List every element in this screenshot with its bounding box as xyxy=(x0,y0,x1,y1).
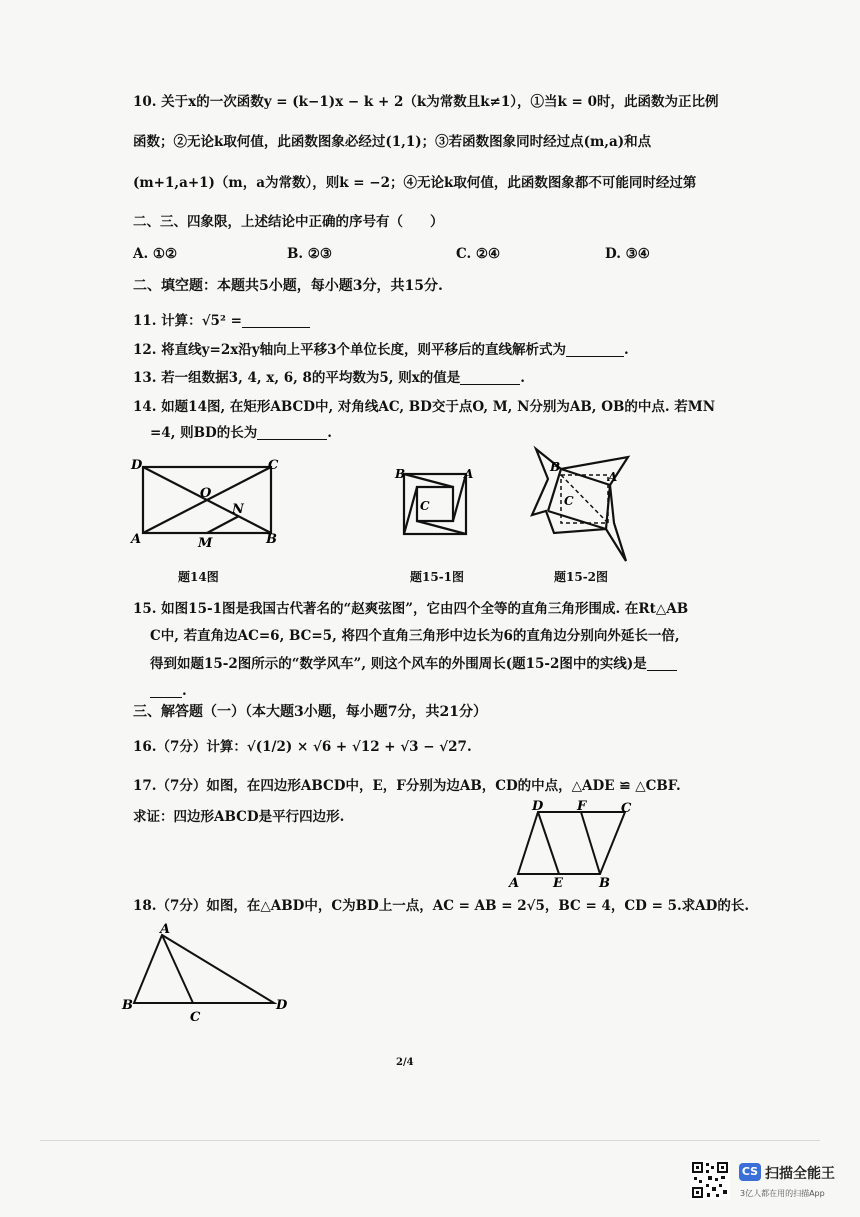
fig14-segment-mn xyxy=(207,516,239,533)
fig151-caption: 题15-1图 xyxy=(410,570,465,584)
q11-answer-blank xyxy=(242,313,310,328)
q12-text: 12. 将直线y=2x沿y轴向上平移3个单位长度，则平移后的直线解析式为 xyxy=(133,342,567,358)
fig17-label-c: C xyxy=(621,801,632,816)
q11-text: 11. 计算： xyxy=(133,313,202,329)
fig17-segment-bf xyxy=(581,812,600,874)
q14-line-2-text: =4, 则BD的长为 xyxy=(150,425,258,441)
fig151-label-b: B xyxy=(395,467,406,481)
figure-18 xyxy=(118,923,298,1023)
q18-line-1: 18.（7分）如图，在△ABD中，C为BD上一点，AC = AB = 2√5，BC = 4，CD = 5.求AD的长. xyxy=(133,898,750,914)
fig14-label-b: B xyxy=(266,532,277,547)
section-3-heading: 三、解答题（一）（本大题3小题，每小题7分，共21分） xyxy=(133,704,487,720)
q14-line-2 xyxy=(150,424,332,442)
q15-line-3-text: 得到如题15-2图所示的“数学风车”, 则这个风车的外围周长(题15-2图中的实线)是 xyxy=(150,656,647,672)
q12-answer-blank xyxy=(566,342,624,357)
fig18-label-d: D xyxy=(276,998,288,1013)
q15-line-1: 15. 如图15-1图是我国古代著名的“赵爽弦图”，它由四个全等的直角三角形围成. 在Rt△AB xyxy=(133,601,689,617)
q15-line-2: C中, 若直角边AC=6, BC=5, 将四个直角三角形中边长为6的直角边分别向外延长一倍, xyxy=(150,628,680,644)
fig18-triangle-abd xyxy=(134,935,274,1003)
fig152-label-c: C xyxy=(564,494,574,508)
q13 xyxy=(133,369,525,387)
fig17-label-d: D xyxy=(532,800,544,814)
fig151-label-a: A xyxy=(464,467,474,481)
section-2-heading: 二、填空题：本题共5小题，每小题3分，共15分. xyxy=(133,278,443,294)
fig14-label-m: M xyxy=(198,536,213,551)
q12 xyxy=(133,341,629,359)
q10-line-4: 二、三、四象限，上述结论中正确的序号有（ ） xyxy=(133,214,444,230)
fig152-label-b: B xyxy=(550,460,561,474)
page-number: 2/4 xyxy=(396,1057,414,1068)
camscanner-logo: CS xyxy=(739,1163,761,1181)
figure-14 xyxy=(128,455,288,555)
q17-line-1: 17.（7分）如图，在四边形ABCD中，E，F分别为边AB，CD的中点，△ADE ≌ △CBF. xyxy=(133,778,681,794)
q10-option-c: C. ②④ xyxy=(456,246,501,262)
figure-15-1 xyxy=(392,462,482,547)
q16-expr: √(1/2) × √6 + √12 + √3 − √27. xyxy=(246,739,472,755)
q10-line-2: 函数；②无论k取何值，此函数图象必经过(1,1)；③若函数图象同时经过点(m,a)和点 xyxy=(133,134,652,150)
q15-end: . xyxy=(182,683,187,699)
fig17-label-e: E xyxy=(553,876,563,891)
fig14-label-a: A xyxy=(131,532,142,547)
q12-end: . xyxy=(624,342,629,358)
q11 xyxy=(133,312,310,330)
q13-text: 13. 若一组数据3, 4, x, 6, 8的平均数为5, 则x的值是 xyxy=(133,370,461,386)
q10-line-1: 10. 关于x的一次函数y = (k−1)x − k + 2（k为常数且k≠1），①当k = 0时，此函数为正比例 xyxy=(133,94,719,110)
fig152-caption: 题15-2图 xyxy=(554,570,609,584)
watermark-app-name: 扫描全能王 xyxy=(765,1166,835,1182)
fig14-label-d: D xyxy=(131,458,143,473)
q15-line-3 xyxy=(150,655,677,673)
fig18-label-b: B xyxy=(122,998,133,1013)
fig18-label-a: A xyxy=(160,923,171,937)
fig14-label-c: C xyxy=(268,458,279,473)
q13-answer-blank xyxy=(460,370,520,385)
fig17-label-a: A xyxy=(509,876,520,891)
fig152-windmill-outline xyxy=(532,449,628,561)
fig17-parallelogram xyxy=(518,812,625,874)
q10-option-d: D. ③④ xyxy=(605,246,650,262)
q11-expr: √5² = xyxy=(201,313,242,329)
fig14-label-o: O xyxy=(200,486,212,501)
figure-17 xyxy=(505,800,640,892)
q15-answer-blank-2 xyxy=(150,683,182,698)
fig152-label-a: A xyxy=(608,470,618,484)
q15-answer-blank-1 xyxy=(647,656,677,671)
q14-answer-blank xyxy=(257,425,327,440)
q14-end: . xyxy=(327,425,332,441)
q15-line-4 xyxy=(150,682,187,700)
q16 xyxy=(133,738,472,756)
q13-end: . xyxy=(520,370,525,386)
fig14-caption: 题14图 xyxy=(178,570,219,584)
fig151-label-c: C xyxy=(420,499,430,513)
fig18-label-c: C xyxy=(190,1010,201,1023)
q10-line-3: (m+1,a+1)（m，a为常数），则k = −2；④无论k取何值，此函数图象都不可能同时经过第 xyxy=(133,175,697,191)
figure-15-2 xyxy=(528,445,638,565)
q16-text: 16.（7分）计算： xyxy=(133,739,247,755)
q14-line-1: 14. 如题14图, 在矩形ABCD中, 对角线AC, BD交于点O, M, N分别为AB, OB的中点. 若MN xyxy=(133,399,716,415)
q17-line-2: 求证：四边形ABCD是平行四边形. xyxy=(133,809,345,825)
fig17-segment-de xyxy=(538,812,559,874)
watermark-tagline: 3亿人都在用的扫描App xyxy=(740,1189,825,1198)
fig17-label-b: B xyxy=(599,876,610,891)
footer-divider xyxy=(40,1140,820,1141)
fig17-label-f: F xyxy=(577,800,587,814)
q10-option-a: A. ①② xyxy=(133,246,178,262)
fig14-label-n: N xyxy=(232,502,244,517)
q10-option-b: B. ②③ xyxy=(287,246,333,262)
qr-code-icon xyxy=(690,1160,730,1200)
